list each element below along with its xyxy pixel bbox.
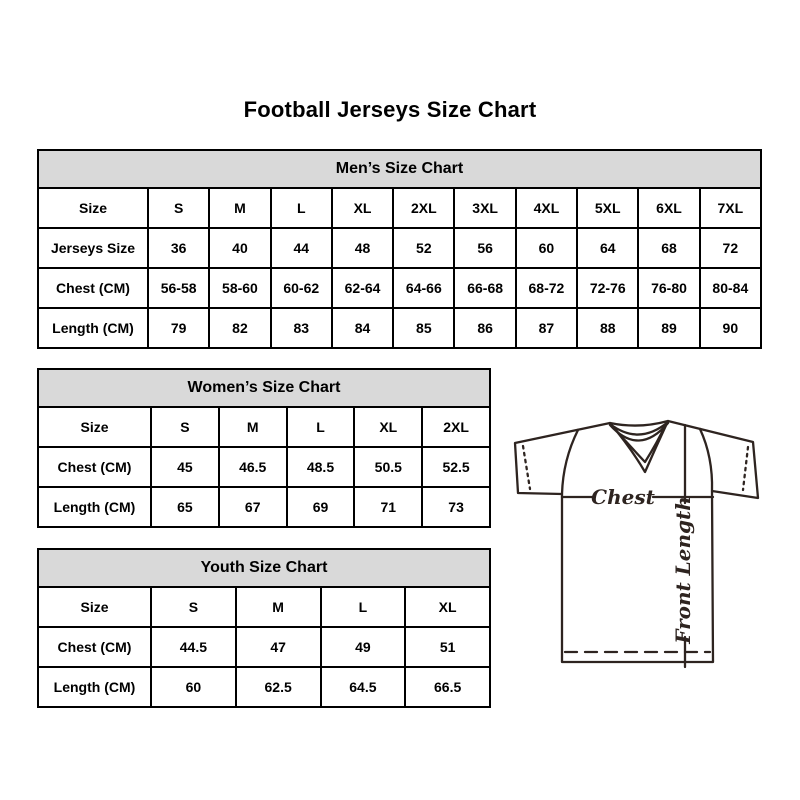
value-cell: 66-68 [454,268,515,308]
value-cell: 60 [151,667,236,707]
value-cell: 85 [393,308,454,348]
value-cell: L [287,407,355,447]
value-cell: 2XL [393,188,454,228]
table-title-row [38,369,490,407]
row-label-cell: Jerseys Size [38,228,148,268]
value-cell: 56-58 [148,268,209,308]
value-cell: 82 [209,308,270,348]
table-title: Youth Size Chart [38,549,490,587]
value-cell: 36 [148,228,209,268]
value-cell: 62-64 [332,268,393,308]
table-row [38,667,490,707]
value-cell: 60 [516,228,577,268]
womens-size-table [37,368,491,528]
cuff-dotted-line-right [743,447,748,490]
cuff-dotted-line-left [523,446,530,489]
value-cell: 7XL [700,188,761,228]
value-cell: M [209,188,270,228]
value-cell: 87 [516,308,577,348]
value-cell: 48 [332,228,393,268]
value-cell: 60-62 [271,268,332,308]
value-cell: 48.5 [287,447,355,487]
value-cell: 67 [219,487,287,527]
value-cell: 49 [321,627,406,667]
row-label-cell: Size [38,587,151,627]
value-cell: L [321,587,406,627]
value-cell: 52 [393,228,454,268]
value-cell: L [271,188,332,228]
value-cell: 6XL [638,188,699,228]
value-cell: 64 [577,228,638,268]
value-cell: XL [354,407,422,447]
mens-size-table [37,149,762,349]
value-cell: 40 [209,228,270,268]
row-label-cell: Size [38,407,151,447]
value-cell: 83 [271,308,332,348]
value-cell: 52.5 [422,447,490,487]
value-cell: 47 [236,627,321,667]
value-cell: 44.5 [151,627,236,667]
value-cell: 5XL [577,188,638,228]
value-cell: 2XL [422,407,490,447]
value-cell: 80-84 [700,268,761,308]
row-label-cell: Length (CM) [38,487,151,527]
value-cell: 90 [700,308,761,348]
value-cell: S [151,407,219,447]
value-cell: XL [405,587,490,627]
value-cell: 79 [148,308,209,348]
table-row [38,308,761,348]
value-cell: 56 [454,228,515,268]
row-label-cell: Size [38,188,148,228]
value-cell: 89 [638,308,699,348]
sleeve-seam-left [562,430,578,494]
value-cell: 69 [287,487,355,527]
value-cell: 44 [271,228,332,268]
value-cell: XL [332,188,393,228]
value-cell: 68 [638,228,699,268]
value-cell: 73 [422,487,490,527]
row-label-cell: Chest (CM) [38,627,151,667]
row-label-cell: Length (CM) [38,308,148,348]
value-cell: 84 [332,308,393,348]
table-row [38,627,490,667]
jersey-outline [515,421,758,662]
table-title: Men’s Size Chart [38,150,761,188]
value-cell: 72 [700,228,761,268]
table-row [38,188,761,228]
row-label-cell: Chest (CM) [38,268,148,308]
front-length-label: Front Length [671,496,695,644]
table-title: Women’s Size Chart [38,369,490,407]
value-cell: M [219,407,287,447]
value-cell: S [148,188,209,228]
collar-top-line [610,421,668,426]
value-cell: 64-66 [393,268,454,308]
value-cell: 46.5 [219,447,287,487]
value-cell: 64.5 [321,667,406,707]
value-cell: 66.5 [405,667,490,707]
value-cell: M [236,587,321,627]
row-label-cell: Chest (CM) [38,447,151,487]
value-cell: 62.5 [236,667,321,707]
value-cell: 50.5 [354,447,422,487]
table-row [38,487,490,527]
table-row [38,447,490,487]
value-cell: 45 [151,447,219,487]
value-cell: 3XL [454,188,515,228]
value-cell: 4XL [516,188,577,228]
table-row [38,268,761,308]
value-cell: 68-72 [516,268,577,308]
table-row [38,407,490,447]
sleeve-seam-right [700,429,712,491]
value-cell: S [151,587,236,627]
value-cell: 72-76 [577,268,638,308]
value-cell: 58-60 [209,268,270,308]
value-cell: 86 [454,308,515,348]
value-cell: 76-80 [638,268,699,308]
jersey-measurement-diagram [505,405,770,675]
row-label-cell: Length (CM) [38,667,151,707]
page-title: Football Jerseys Size Chart [243,97,537,122]
youth-size-table [37,548,491,708]
chest-label: Chest [591,485,655,509]
table-row [38,587,490,627]
value-cell: 71 [354,487,422,527]
table-title-row [38,549,490,587]
value-cell: 65 [151,487,219,527]
table-title-row [38,150,761,188]
value-cell: 88 [577,308,638,348]
value-cell: 51 [405,627,490,667]
table-row [38,228,761,268]
